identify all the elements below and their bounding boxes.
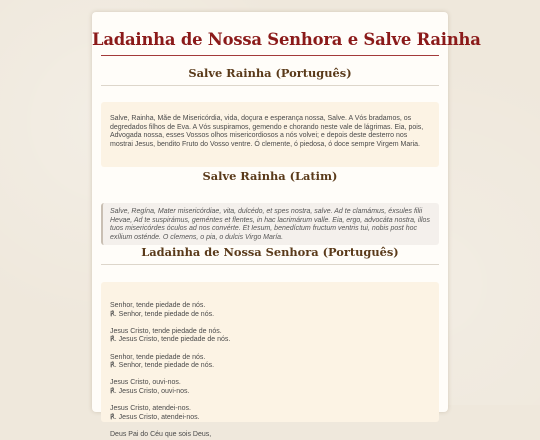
section-heading: Salve Rainha (Latim) (202, 169, 338, 183)
litany-text-box (101, 282, 439, 438)
litany-invocation (110, 328, 430, 345)
prayer-text-salve-pt: Salve, Rainha, Mãe de Misericórdia, vida, doçura e esperança nossa, Salve. A Vós bradamos, os degredados filhos de Eva. A Vós suspiramos, gemendo e chorando neste vale de lágrimas. Eia, pois, Advogada nossa, esses Vossos olhos misericordiosos a nós volvei; e depois deste desterro nos mostrai Jesus, bendito Fruto do Vosso ventre. Ó clemente, ó piedosa, ó doce sempre Virgem Maria. (101, 102, 439, 167)
litany-response: ℟. Jesus Cristo, ouvi-nos. (110, 387, 190, 395)
litany-response: ℟. Jesus Cristo, tende piedade de nós. (110, 336, 231, 344)
section-header-salve-pt (92, 66, 448, 86)
section-divider (101, 264, 439, 265)
section-divider (101, 85, 439, 86)
section-header-litany-pt (92, 245, 448, 265)
litany-response: ℟. Senhor, tende piedade de nós. (110, 310, 215, 318)
litany-verse: Jesus Cristo, ouvi-nos. (110, 379, 181, 387)
section-header-salve-la (92, 169, 448, 183)
litany-verse: Senhor, tende piedade de nós. (110, 353, 206, 361)
litany-response: ℟. Jesus Cristo, atendei-nos. (110, 413, 200, 421)
content-card (92, 12, 481, 438)
litany-invocation (110, 302, 430, 319)
litany-invocation (110, 405, 430, 422)
litany-invocation (110, 431, 430, 440)
litany-invocation (110, 379, 430, 396)
litany-verse: Jesus Cristo, tende piedade de nós. (110, 327, 222, 335)
prayer-text-salve-la: Salve, Regína, Mater misericórdiae, vita, dulcédo, et spes nostra, salve. Ad te clamámus, éxsules filii Hevae, Ad te suspirámus, geméntes et flentes, in hac lacrimárum valle. Eia, ergo, advocáta nostra, illos tuos misericórdes óculos ad nos convérte. Et Iesum, benedíctum fructum ventris tui, nobis post hoc exílium osténde. O clemens, o pia, o dulcis Virgo María. (101, 203, 439, 245)
section-heading: Salve Rainha (Português) (188, 66, 352, 80)
litany-invocation (110, 354, 430, 371)
page-title: Ladainha de Nossa Senhora e Salve Rainha (92, 30, 481, 49)
section-heading: Ladainha de Nossa Senhora (Português) (141, 245, 399, 259)
litany-verse: Senhor, tende piedade de nós. (110, 302, 206, 309)
litany-verse: Jesus Cristo, atendei-nos. (110, 405, 191, 413)
litany-response: ℟. Senhor, tende piedade de nós. (110, 362, 215, 370)
title-divider (101, 55, 439, 56)
litany-verse: Deus Pai do Céu que sois Deus, (110, 430, 212, 438)
